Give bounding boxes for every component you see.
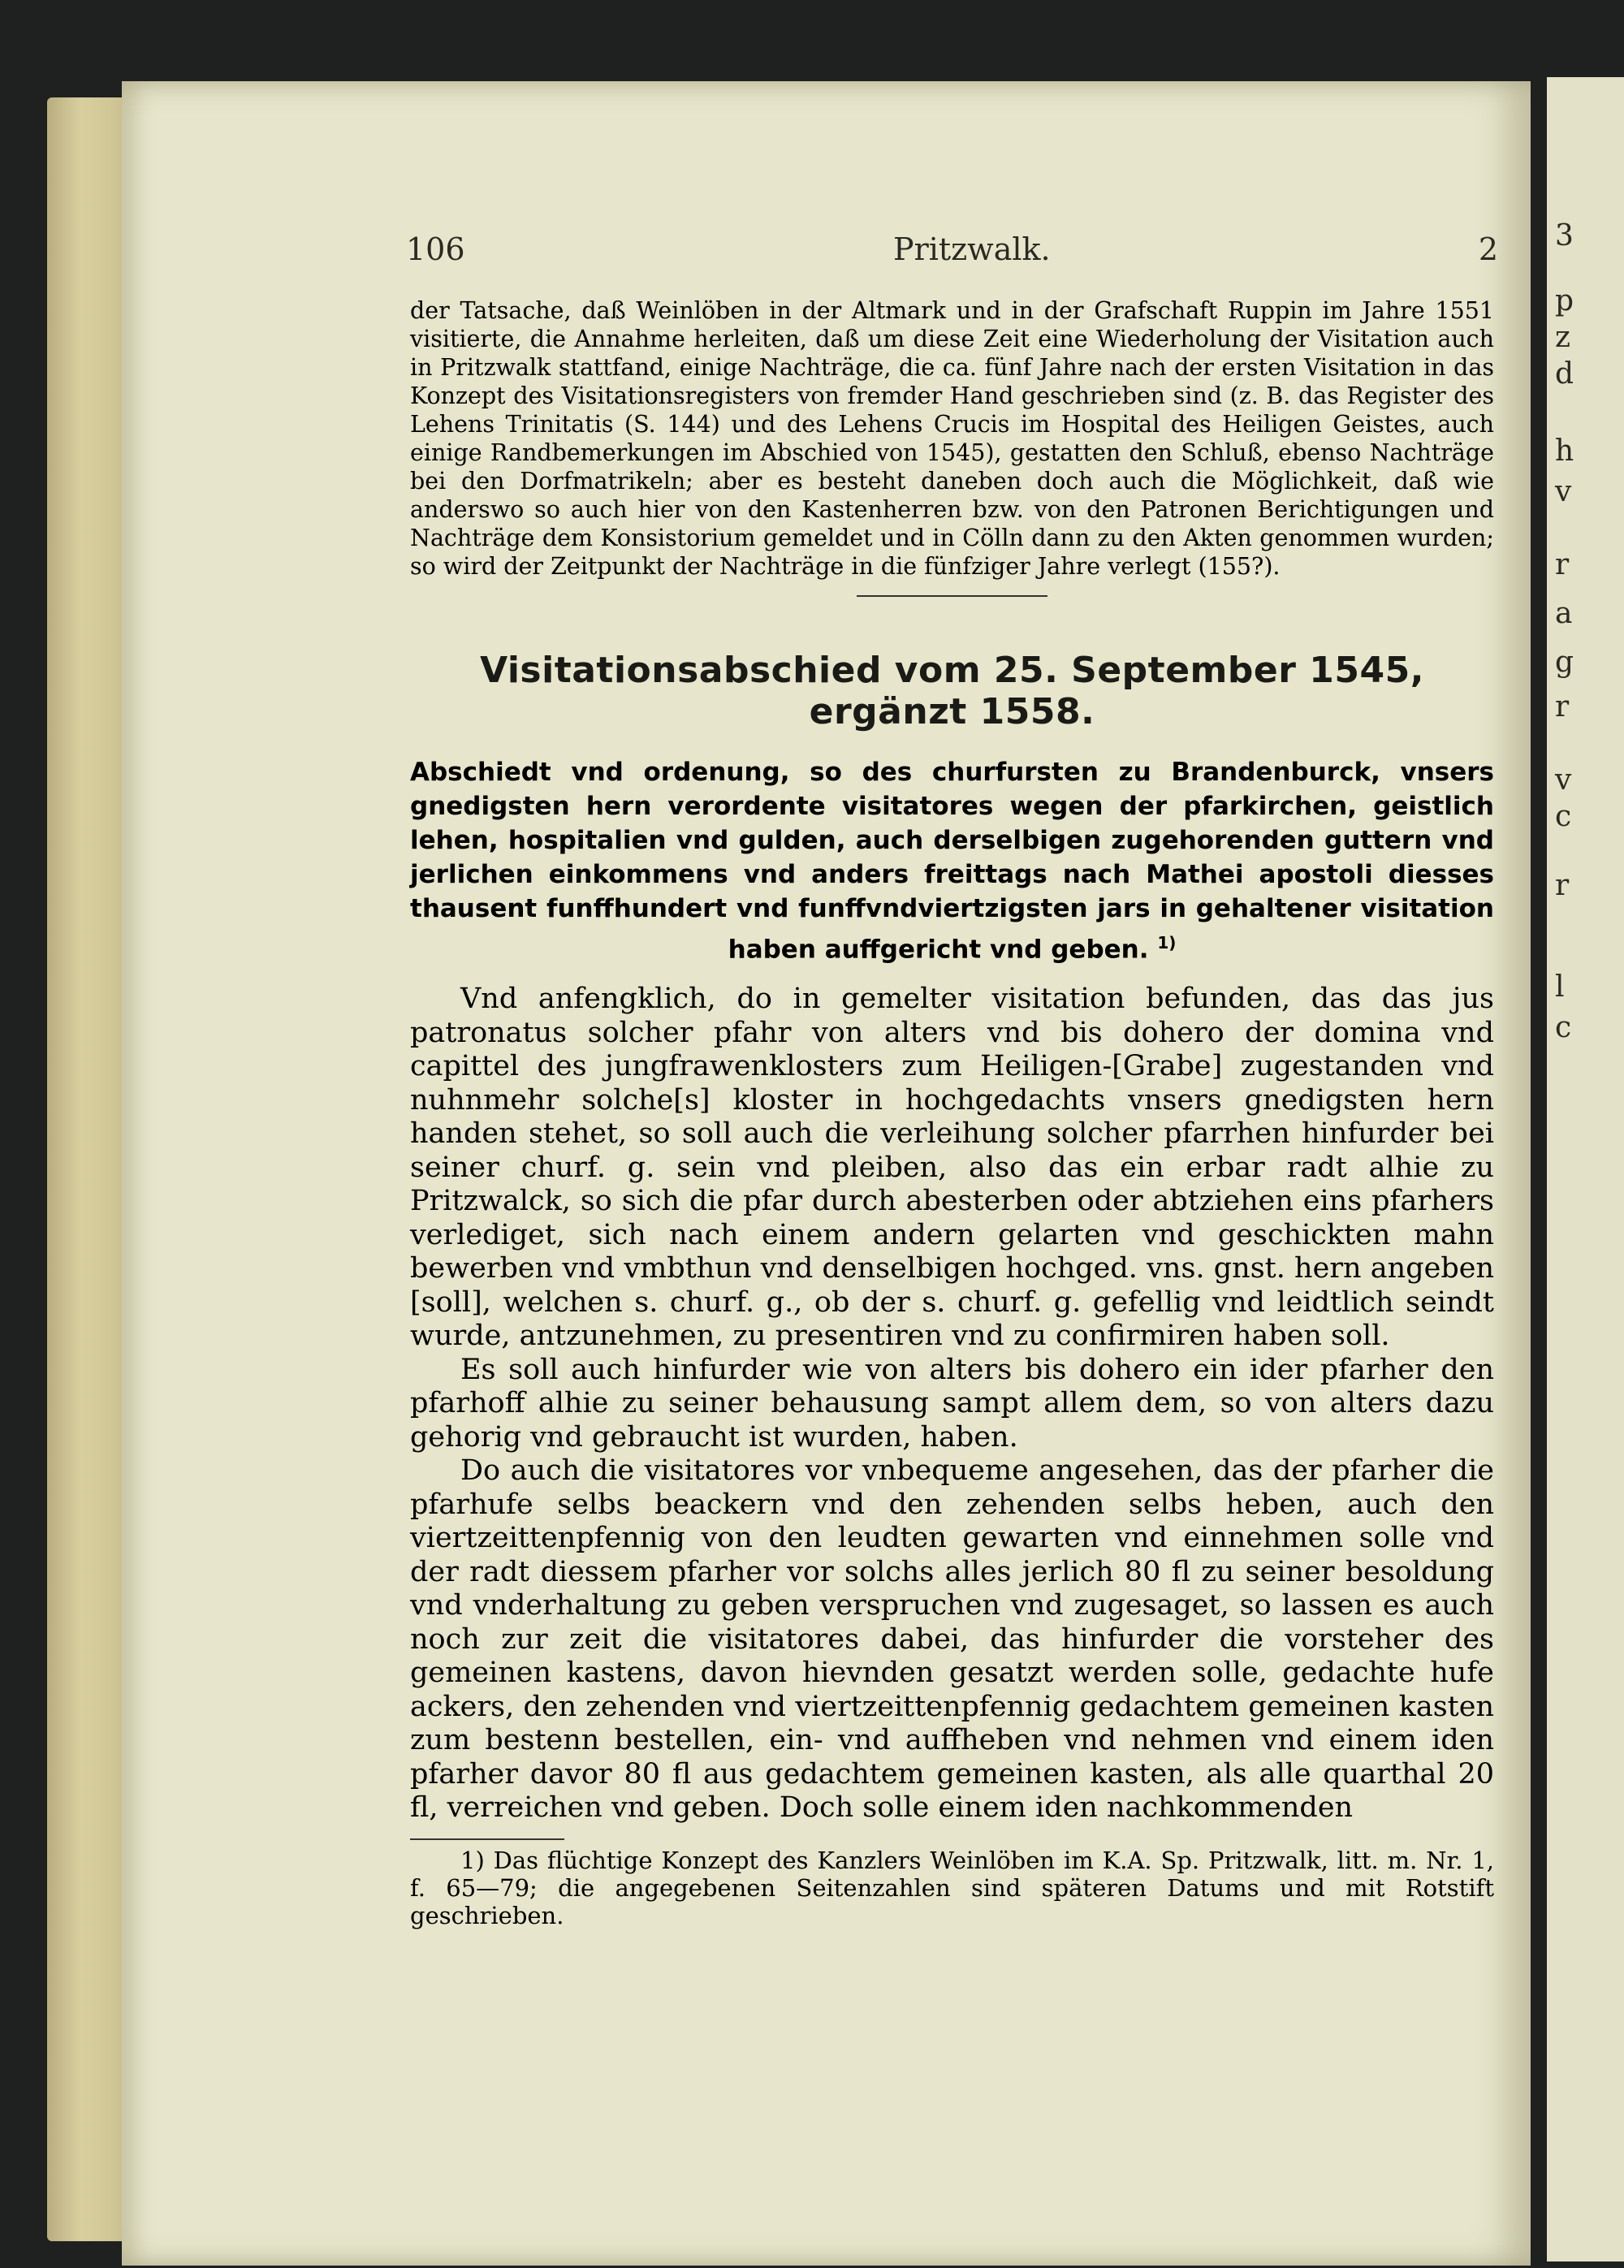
section-title: Visitationsabschied vom 25. September 1545, ergänzt 1558. — [480, 650, 1424, 732]
footnote-divider — [410, 1838, 564, 1840]
facing-page-glyph: p — [1555, 284, 1574, 318]
footnote-reference: 1) — [1157, 933, 1177, 953]
facing-page-glyph: v — [1555, 763, 1572, 797]
facing-page-glyph: g — [1555, 646, 1574, 679]
body-paragraph: Do auch die visitatores vor vnbequeme angesehen, das der pfarher die pfarhufe selbs beackern vnd den zehenden selbs heben, auch den viertzeittenpfennig von den leudten gewarten vnd einnehmen solle vnd der radt diessem pfarher vor solchs alles jerlich 80 fl zu seiner besoldung vnd vnderhaltung zu geben verspruchen vnd zugesaget, so lassen es auch noch zur zeit die visitatores dabei, das hinfurder die vorsteher des gemeinen kastens, davon hievnden gesatzt werden solle, gedachte hufe ackers, den zehenden vnd viertzeittenpfennig gedachtem gemeinen kasten zum bestenn bestellen, ein- vnd auffheben vnd nehmen vnd einem iden pfarher davor 80 fl aus gedachtem gemeinen kasten, als alle quarthal 20 fl, verreichen vnd geben. Doch solle einem iden nachkommenden — [410, 1454, 1494, 1825]
page-header — [406, 231, 1498, 272]
facing-page-glyph: 3 — [1555, 219, 1574, 253]
facing-page-glyph: z — [1555, 321, 1570, 354]
page-number: 106 — [406, 231, 465, 267]
facing-page-glyph: r — [1555, 690, 1570, 724]
section-number: 2 — [1478, 231, 1498, 267]
facing-page-glyph: d — [1555, 357, 1574, 391]
facing-page-glyph: l — [1555, 970, 1565, 1004]
body-paragraph: Vnd anfengklich, do in gemelter visitation befunden, das das jus patronatus solcher pfahr von alters vnd bis dohero der domina vnd capittel des jungfrawenklosters zum Heiligen-[Grabe] zugestanden vnd nuhnmehr solche[s] kloster in hochgedachts vnsers gnedigsten hern handen stehet, so soll auch die verleihung solcher pfarrhen hinfurder bei seiner churf. g. sein vnd pleiben, also das ein erbar radt alhie zu Pritzwalck, so sich die pfar durch abesterben oder abtziehen eins pfarhers verlediget, sich nach einem andern gelarten vnd geschickten mahn bewerben vnd vmbthun vnd denselbigen hochged. vns. gnst. hern angeben [soll], welchen s. churf. g., ob der s. churf. g. gefellig vnd leidtlich seindt wurde, antzunehmen, zu presentiren vnd zu confirmiren haben soll. — [410, 983, 1494, 1353]
intro-paragraph: der Tatsache, daß Weinlöben in der Altmark und in der Grafschaft Ruppin im Jahre 1551 visitierte, die Annahme herleiten, daß um diese Zeit eine Wiederholung der Visitation auch in Pritzwalk stattfand, einige Nachträge, die ca. fünf Jahre nach der ersten Visitation in das Konzept des Visitationsregisters von fremder Hand geschrieben sind (z. B. das Register des Lehens Trinitatis (S. 144) und des Lehens Crucis im Hospital des Heiligen Geistes, auch einige Randbemerkungen im Abschied von 1545), gestatten den Schluß, ebenso Nachträge bei den Dorfmatrikeln; aber es besteht daneben doch auch die Möglichkeit, daß wie anderswo so auch hier von den Kastenherren bzw. von den Patronen Berichtigungen und Nachträge dem Konsistorium gemeldet und in Cölln dann zu den Akten genommen wurden; so wird der Zeitpunkt der Nachträge in die fünfziger Jahre verlegt (155?). — [410, 297, 1494, 580]
footnote-marker: 1) — [460, 1846, 485, 1874]
facing-page-glyph: c — [1555, 1011, 1572, 1044]
footnote — [410, 1847, 1494, 1929]
body-paragraph: Es soll auch hinfurder wie von alters bis dohero ein ider pfarher den pfarhoff alhie zu seiner behausung sampt allem dem, so von alters dazu gehorig vnd gebraucht ist wurden, haben. — [410, 1353, 1494, 1454]
section-divider — [857, 595, 1047, 597]
running-title: Pritzwalk. — [893, 231, 1051, 267]
subtitle-text: Abschiedt vnd ordenung, so des churfursten zu Brandenburck, vnsers gnedigsten hern verordente visitatores wegen der pfarkirchen, geistlich lehen, hospitalien vnd gulden, auch derselbigen zugehorenden guttern vnd jerlichen einkommens vnd anders freittags nach Mathei apostoli diesses thausent funffhundert vnd funffvndviertzigsten jars in gehaltener visitation haben auffgericht vnd geben. — [410, 758, 1494, 965]
page-content — [410, 296, 1494, 1929]
body-text — [410, 983, 1494, 1825]
facing-page-glyph: a — [1555, 597, 1573, 630]
facing-page-glyph: h — [1555, 434, 1574, 468]
facing-page-glyph: v — [1555, 475, 1572, 508]
facing-page-glyph: r — [1555, 548, 1570, 581]
footnote-text: Das flüchtige Konzept des Kanzlers Weinlöben im K.A. Sp. Pritzwalk, litt. m. Nr. 1, f. 65—79; die angegebenen Seitenzahlen sind späteren Datums und mit Rotstift geschrieben. — [410, 1846, 1494, 1929]
facing-page-glyph: c — [1555, 800, 1572, 833]
section-subtitle — [410, 755, 1494, 966]
facing-page-edge — [1547, 77, 1624, 2262]
facing-page-glyph: r — [1555, 869, 1570, 902]
